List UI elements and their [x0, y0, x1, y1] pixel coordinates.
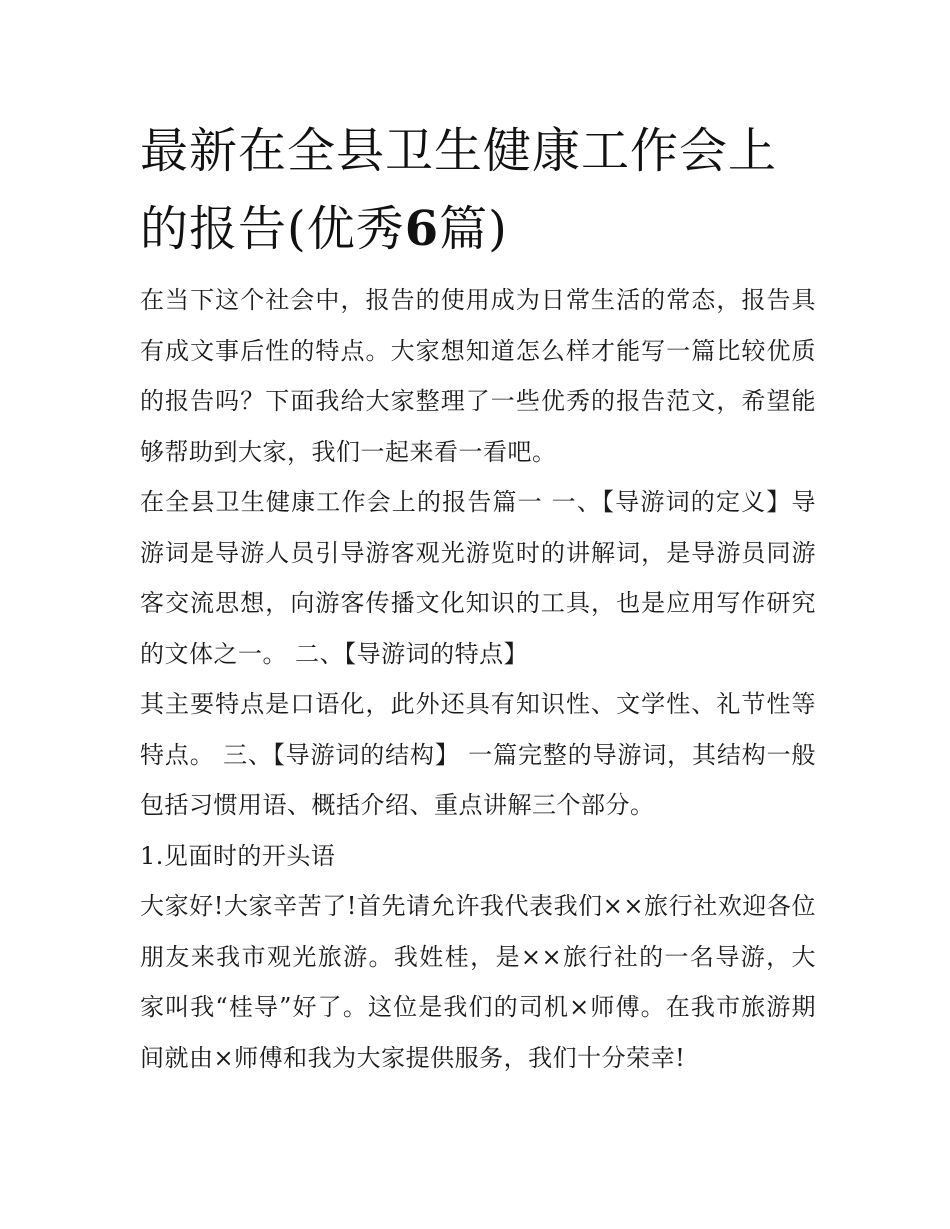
title-number: 6 [404, 201, 440, 257]
paragraph-greeting: 大家好!大家辛苦了!首先请允许我代表我们××旅行社欢迎各位朋友来我市观光旅游。我姓桂，是××旅行社的一名导游，大家叫我“桂导”好了。这位是我们的司机×师傅。在我市旅游期间就由×师傅和我为大家提供服务，我们十分荣幸! [140, 892, 816, 1072]
document-title [140, 112, 820, 268]
title-end-text: 篇) [439, 201, 508, 257]
paragraph-intro: 在当下这个社会中，报告的使用成为日常生活的常态，报告具有成文事后性的特点。大家想知道怎么样才能写一篇比较优质的报告吗？下面我给大家整理了一些优秀的报告范文，希望能够帮助到大家，我们一起来看一看吧。 [140, 286, 816, 466]
title-main-text: 最新在全县卫生健康工作会上的报告(优秀 [140, 123, 778, 257]
paragraph-features: 其主要特点是口语化，此外还具有知识性、文学性、礼节性等特点。 三、【导游词的结构】 一篇完整的导游词，其结构一般包括习惯用语、概括介绍、重点讲解三个部分。 [140, 690, 816, 819]
paragraph-definition: 在全县卫生健康工作会上的报告篇一 一、【导游词的定义】导游词是导游人员引导游客观光游览时的讲解词，是导游员同游客交流思想，向游客传播文化知识的工具，也是应用写作研究的文体之一。 二、【导游词的特点】 [140, 488, 816, 668]
paragraph-heading-opening: 1.见面时的开头语 [140, 841, 336, 870]
document-body [140, 275, 816, 1083]
